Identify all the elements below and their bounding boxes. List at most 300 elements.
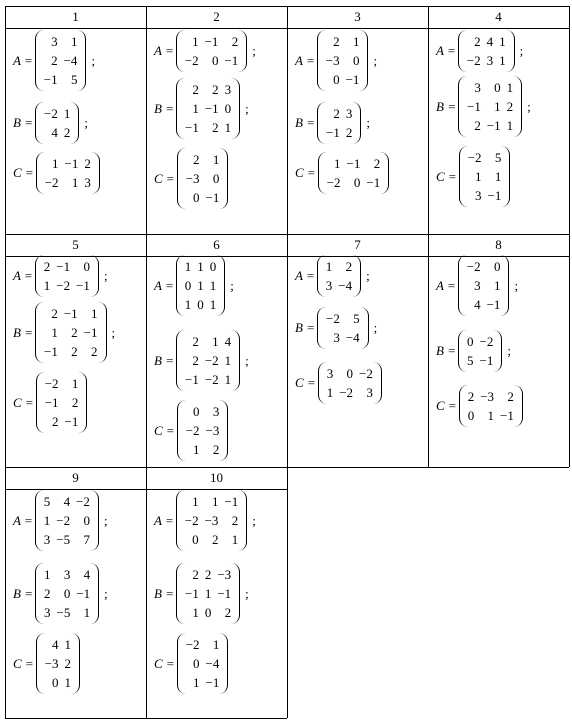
- semicolon: ;: [507, 343, 511, 358]
- matrix-entry: 1: [64, 675, 72, 690]
- matrix-entry: 1: [224, 120, 232, 135]
- matrix-entry: 1: [192, 605, 199, 620]
- matrix-brackets: [176, 255, 226, 316]
- variant-cell: [5, 234, 146, 467]
- matrix-entries: [465, 387, 517, 425]
- matrix-entry: −1: [224, 494, 239, 509]
- table-divider: [428, 6, 429, 467]
- semicolon: ;: [366, 115, 370, 130]
- matrix-row: [42, 654, 74, 673]
- equals-sign: =: [302, 320, 315, 335]
- matrix-row: [324, 173, 384, 192]
- matrix-entry: −2: [204, 353, 219, 368]
- matrix-entry: 2: [84, 156, 91, 171]
- equals-sign: =: [162, 170, 175, 186]
- matrix-entries: [182, 565, 234, 622]
- matrix-entry: 1: [224, 353, 232, 368]
- matrix-entry: 4: [52, 637, 59, 652]
- matrix-row: [183, 169, 223, 188]
- matrix-name: C: [295, 375, 304, 390]
- matrix-entry: 0: [193, 404, 200, 419]
- matrix-entry: 3: [475, 188, 482, 203]
- matrix-b: [13, 563, 108, 624]
- matrix-row: [183, 654, 223, 673]
- matrix-entry: 1: [487, 408, 495, 423]
- matrix-entry: 1: [506, 80, 514, 95]
- matrix-entry: −1: [76, 278, 90, 293]
- matrix-brackets: [177, 400, 229, 461]
- matrix-entries: [182, 80, 234, 137]
- semicolon: ;: [514, 277, 519, 293]
- matrix-brackets: [176, 490, 248, 551]
- matrix-entry: 2: [231, 34, 239, 49]
- variant-number: 5: [72, 237, 79, 252]
- matrix-row: [182, 370, 234, 389]
- matrix-a: [13, 30, 95, 91]
- matrix-entry: 2: [192, 334, 199, 349]
- matrix-entry: −1: [346, 156, 361, 171]
- matrix-row: [42, 374, 82, 393]
- matrix-row: [182, 492, 242, 511]
- matrix-brackets: [458, 255, 510, 316]
- matrix-entries: [323, 32, 363, 89]
- matrix-row: [41, 70, 81, 89]
- variant-number: 8: [495, 237, 502, 252]
- equals-sign: =: [162, 422, 175, 438]
- matrix-a: [13, 490, 108, 551]
- matrix-c: [13, 152, 100, 194]
- matrix-entry: 1: [212, 637, 220, 652]
- equals-sign: =: [20, 585, 33, 601]
- matrix-entry: 1: [212, 152, 220, 167]
- matrix-row: [41, 32, 81, 51]
- matrix-entry: −5: [56, 605, 71, 620]
- matrix-name: B: [13, 324, 21, 340]
- matrix-entry: 3: [43, 532, 51, 547]
- matrix-entry: 2: [52, 414, 59, 429]
- matrix-label: [13, 165, 34, 181]
- matrix-entries: [41, 104, 73, 142]
- matrix-row: [182, 32, 242, 51]
- equals-sign: =: [20, 52, 33, 68]
- matrix-label: [13, 325, 33, 341]
- matrix-entry: 2: [474, 34, 481, 49]
- matrix-entry: 1: [493, 278, 501, 293]
- matrix-a: [13, 255, 108, 297]
- matrix-row: [182, 118, 234, 137]
- matrix-row: [183, 673, 223, 692]
- matrix-entries: [182, 492, 242, 549]
- matrix-entry: −1: [64, 414, 79, 429]
- matrix-entries: [323, 309, 363, 347]
- matrix-a: [295, 30, 377, 91]
- matrix-row: [323, 70, 363, 89]
- matrix-b: [295, 102, 370, 144]
- matrix-entry: 2: [64, 656, 72, 671]
- matrix-name: A: [295, 268, 303, 283]
- matrix-brackets: [317, 102, 361, 144]
- equals-sign: =: [303, 165, 316, 180]
- matrix-entry: 4: [474, 297, 481, 312]
- matrix-entry: 1: [70, 34, 78, 49]
- matrix-entry: −1: [64, 156, 79, 171]
- matrix-entry: 2: [211, 532, 219, 547]
- matrix-name: A: [436, 277, 444, 293]
- matrix-brackets: [36, 152, 100, 194]
- matrix-entry: −2: [56, 278, 71, 293]
- matrix-brackets: [36, 372, 88, 433]
- matrix-entry: 2: [333, 106, 340, 121]
- semicolon: ;: [519, 43, 524, 58]
- matrix-label: [295, 268, 315, 284]
- matrix-c: [436, 385, 523, 427]
- matrix-entry: 1: [52, 156, 59, 171]
- matrix-row: [324, 154, 384, 173]
- matrix-label: [295, 115, 315, 131]
- matrix-b: [13, 302, 115, 363]
- matrix-row: [182, 603, 234, 622]
- matrix-name: A: [154, 277, 162, 293]
- matrix-entry: 1: [224, 372, 232, 387]
- matrix-entry: 3: [212, 404, 220, 419]
- matrix-row: [182, 295, 220, 314]
- matrix-name: A: [295, 52, 303, 68]
- semicolon: ;: [91, 52, 96, 68]
- equals-sign: =: [443, 43, 456, 58]
- matrix-entry: −1: [205, 675, 220, 690]
- matrix-entry: −1: [76, 586, 91, 601]
- matrix-label: [154, 278, 174, 294]
- matrix-entry: 1: [475, 169, 482, 184]
- matrix-entry: 3: [486, 53, 494, 68]
- matrix-name: B: [13, 115, 21, 130]
- matrix-entry: 1: [43, 567, 51, 582]
- matrix-brackets: [458, 30, 515, 72]
- equals-sign: =: [161, 352, 174, 368]
- matrix-entries: [464, 78, 516, 135]
- matrix-entry: 4: [83, 567, 91, 582]
- equals-sign: =: [21, 165, 34, 180]
- matrix-entry: 2: [91, 344, 98, 359]
- matrix-name: B: [13, 585, 21, 601]
- matrix-row: [323, 328, 363, 347]
- matrix-entry: −1: [217, 586, 232, 601]
- matrix-row: [41, 584, 93, 603]
- matrix-entries: [183, 150, 223, 207]
- equals-sign: =: [444, 168, 457, 184]
- matrix-name: A: [13, 268, 21, 283]
- variant-number: 4: [495, 9, 502, 24]
- matrix-entry: −2: [466, 53, 481, 68]
- table-rule: [5, 718, 287, 719]
- matrix-entry: 2: [333, 34, 340, 49]
- equals-sign: =: [161, 43, 174, 58]
- matrix-entry: −2: [56, 513, 71, 528]
- matrix-entry: −2: [184, 513, 199, 528]
- matrix-b: [436, 76, 531, 137]
- matrix-entry: 1: [64, 637, 72, 652]
- matrix-row: [41, 492, 93, 511]
- matrix-entry: −1: [184, 372, 199, 387]
- matrix-entry: −2: [185, 423, 200, 438]
- matrix-entry: 1: [326, 385, 334, 400]
- matrix-entry: 1: [184, 297, 192, 312]
- matrix-entry: 1: [63, 106, 71, 121]
- matrix-brackets: [318, 152, 390, 194]
- equals-sign: =: [161, 585, 174, 601]
- matrix-label: [13, 656, 34, 672]
- matrix-row: [183, 150, 223, 169]
- matrix-entry: 2: [224, 605, 232, 620]
- equals-sign: =: [443, 343, 456, 358]
- matrix-entry: −2: [185, 637, 200, 652]
- matrix-label: [295, 375, 316, 391]
- matrix-entry: 3: [326, 366, 334, 381]
- matrix-entries: [323, 104, 355, 142]
- matrix-entry: −2: [326, 175, 341, 190]
- matrix-entry: 3: [84, 175, 91, 190]
- matrix-entry: 1: [506, 118, 514, 133]
- matrix-entry: 5: [43, 494, 51, 509]
- matrix-entry: −1: [466, 99, 481, 114]
- matrix-name: A: [13, 512, 21, 528]
- matrix-brackets: [317, 307, 369, 349]
- matrix-entry: −1: [224, 53, 239, 68]
- matrix-entries: [41, 492, 93, 549]
- matrix-brackets: [459, 146, 511, 207]
- matrix-entry: 1: [192, 34, 199, 49]
- matrix-entry: 2: [192, 567, 199, 582]
- matrix-entry: −1: [345, 72, 360, 87]
- matrix-name: C: [13, 655, 22, 671]
- matrix-entry: 1: [212, 334, 219, 349]
- matrix-b: [154, 78, 249, 139]
- matrix-entry: 0: [83, 259, 90, 274]
- matrix-entry: 4: [63, 494, 71, 509]
- matrix-row: [41, 603, 93, 622]
- matrix-brackets: [317, 30, 369, 91]
- variant-cell: [428, 234, 569, 467]
- matrix-row: [323, 123, 355, 142]
- matrix-brackets: [176, 78, 240, 139]
- matrix-entry: −1: [487, 188, 502, 203]
- equals-sign: =: [302, 268, 315, 283]
- matrix-entry: 0: [184, 278, 192, 293]
- matrix-label: [295, 53, 315, 69]
- matrix-label: [295, 165, 316, 181]
- matrix-row: [41, 342, 101, 361]
- matrix-entry: 2: [373, 156, 381, 171]
- matrix-c: [295, 362, 382, 404]
- matrix-row: [465, 186, 505, 205]
- variant-cell: [5, 6, 146, 234]
- matrix-entry: 2: [192, 353, 199, 368]
- matrix-entries: [182, 332, 234, 389]
- variant-cell: [146, 6, 287, 234]
- matrix-label: [436, 169, 457, 185]
- matrix-row: [41, 123, 73, 142]
- matrix-entry: −2: [76, 494, 90, 509]
- variant-number: 6: [213, 237, 220, 252]
- matrix-b: [154, 330, 249, 391]
- matrix-row: [41, 51, 81, 70]
- matrix-entry: 0: [224, 101, 232, 116]
- matrix-row: [42, 154, 94, 173]
- matrix-entry: 5: [70, 72, 78, 87]
- matrix-name: B: [154, 352, 162, 368]
- matrix-label: [436, 398, 457, 414]
- variant-cell: [287, 234, 428, 467]
- matrix-entry: 3: [43, 605, 51, 620]
- matrix-label: [13, 115, 33, 131]
- matrix-entry: −1: [479, 353, 494, 368]
- matrix-entry: 0: [63, 586, 71, 601]
- variant-cell: [146, 234, 287, 467]
- matrix-entry: 1: [352, 34, 360, 49]
- matrix-entry: −1: [83, 325, 98, 340]
- matrix-c: [436, 146, 510, 207]
- matrix-entries: [324, 364, 376, 402]
- matrix-brackets: [317, 255, 361, 297]
- matrix-entry: 0: [197, 297, 204, 312]
- matrix-row: [42, 635, 74, 654]
- matrix-row: [465, 406, 517, 425]
- matrix-entry: 2: [212, 442, 220, 457]
- matrix-entry: 1: [192, 494, 199, 509]
- matrix-label: [436, 99, 456, 115]
- table-divider: [569, 6, 570, 467]
- matrix-entry: 1: [197, 278, 204, 293]
- matrix-row: [183, 188, 223, 207]
- matrix-entry: −2: [466, 259, 481, 274]
- matrix-row: [41, 257, 93, 276]
- semicolon: ;: [245, 352, 249, 368]
- matrix-entry: −1: [43, 72, 58, 87]
- matrix-entry: 2: [506, 99, 514, 114]
- matrix-row: [42, 393, 82, 412]
- matrix-entry: 0: [466, 334, 474, 349]
- matrix-entry: 1: [499, 34, 506, 49]
- semicolon: ;: [252, 512, 256, 528]
- equals-sign: =: [161, 100, 174, 116]
- matrix-row: [323, 257, 355, 276]
- matrix-entry: 0: [494, 80, 501, 95]
- matrix-label: [154, 171, 175, 187]
- semicolon: ;: [230, 277, 234, 293]
- matrix-brackets: [35, 302, 107, 363]
- matrix-entry: 1: [499, 53, 506, 68]
- matrix-entry: −4: [338, 278, 353, 293]
- matrix-c: [154, 633, 228, 694]
- matrix-entry: −1: [184, 586, 199, 601]
- matrix-name: C: [436, 398, 445, 413]
- matrix-label: [154, 101, 174, 117]
- matrix-entry: −1: [366, 175, 381, 190]
- matrix-entry: 1: [204, 586, 212, 601]
- matrix-entry: 4: [486, 34, 494, 49]
- variant-number: 10: [210, 470, 223, 485]
- matrix-brackets: [35, 490, 99, 551]
- matrix-label: [154, 586, 174, 602]
- matrix-entry: 1: [193, 442, 200, 457]
- matrix-entry: 7: [83, 532, 90, 547]
- variant-number: 9: [72, 470, 79, 485]
- matrix-brackets: [35, 255, 99, 297]
- matrix-c: [154, 148, 228, 209]
- matrix-entry: 2: [193, 152, 200, 167]
- matrix-entry: 3: [63, 567, 71, 582]
- equals-sign: =: [302, 52, 315, 68]
- equals-sign: =: [162, 655, 175, 671]
- matrix-brackets: [318, 362, 382, 404]
- matrix-brackets: [35, 30, 87, 91]
- matrix-row: [41, 276, 93, 295]
- matrix-entry: −3: [185, 171, 200, 186]
- matrix-entry: −2: [467, 150, 482, 165]
- matrix-brackets: [36, 633, 80, 694]
- matrix-brackets: [458, 330, 502, 372]
- table-divider: [146, 6, 147, 718]
- matrix-entry: 1: [43, 513, 51, 528]
- equals-sign: =: [161, 512, 174, 528]
- semicolon: ;: [373, 320, 378, 335]
- variant-cell: [146, 467, 287, 718]
- matrix-name: C: [154, 170, 163, 186]
- matrix-entry: −1: [43, 344, 58, 359]
- matrix-entry: −1: [486, 297, 501, 312]
- matrix-entry: 3: [51, 34, 58, 49]
- equals-sign: =: [20, 115, 33, 130]
- matrix-entry: −2: [204, 372, 219, 387]
- matrix-entry: 1: [209, 278, 217, 293]
- matrix-name: C: [13, 165, 22, 180]
- matrix-entries: [41, 304, 101, 361]
- matrix-entry: 1: [71, 376, 79, 391]
- matrix-entry: 2: [467, 389, 475, 404]
- matrix-entry: 1: [91, 306, 98, 321]
- matrix-name: B: [436, 343, 444, 358]
- matrix-entry: 1: [325, 259, 333, 274]
- matrix-c: [13, 372, 87, 433]
- matrix-row: [464, 32, 509, 51]
- matrix-row: [182, 584, 234, 603]
- equals-sign: =: [443, 98, 456, 114]
- equals-sign: =: [20, 512, 33, 528]
- matrix-entry: 0: [346, 366, 354, 381]
- matrix-row: [182, 511, 242, 530]
- matrix-name: B: [295, 320, 303, 335]
- matrix-label: [13, 268, 33, 284]
- matrix-b: [154, 563, 249, 624]
- matrix-entry: 0: [212, 171, 220, 186]
- matrix-label: [436, 43, 456, 59]
- matrix-entry: 1: [193, 675, 200, 690]
- matrix-name: C: [13, 394, 22, 410]
- matrix-entries: [42, 374, 82, 431]
- matrix-entry: −4: [63, 53, 78, 68]
- matrix-label: [13, 586, 33, 602]
- matrix-row: [182, 276, 220, 295]
- matrix-entry: 1: [197, 259, 204, 274]
- matrix-name: C: [295, 165, 304, 180]
- matrix-a: [436, 30, 523, 72]
- variant-number: 3: [354, 9, 361, 24]
- matrix-entry: 0: [353, 175, 361, 190]
- matrix-entry: 2: [212, 82, 219, 97]
- matrix-row: [465, 148, 505, 167]
- matrix-entry: 0: [204, 605, 212, 620]
- matrix-entries: [464, 257, 504, 314]
